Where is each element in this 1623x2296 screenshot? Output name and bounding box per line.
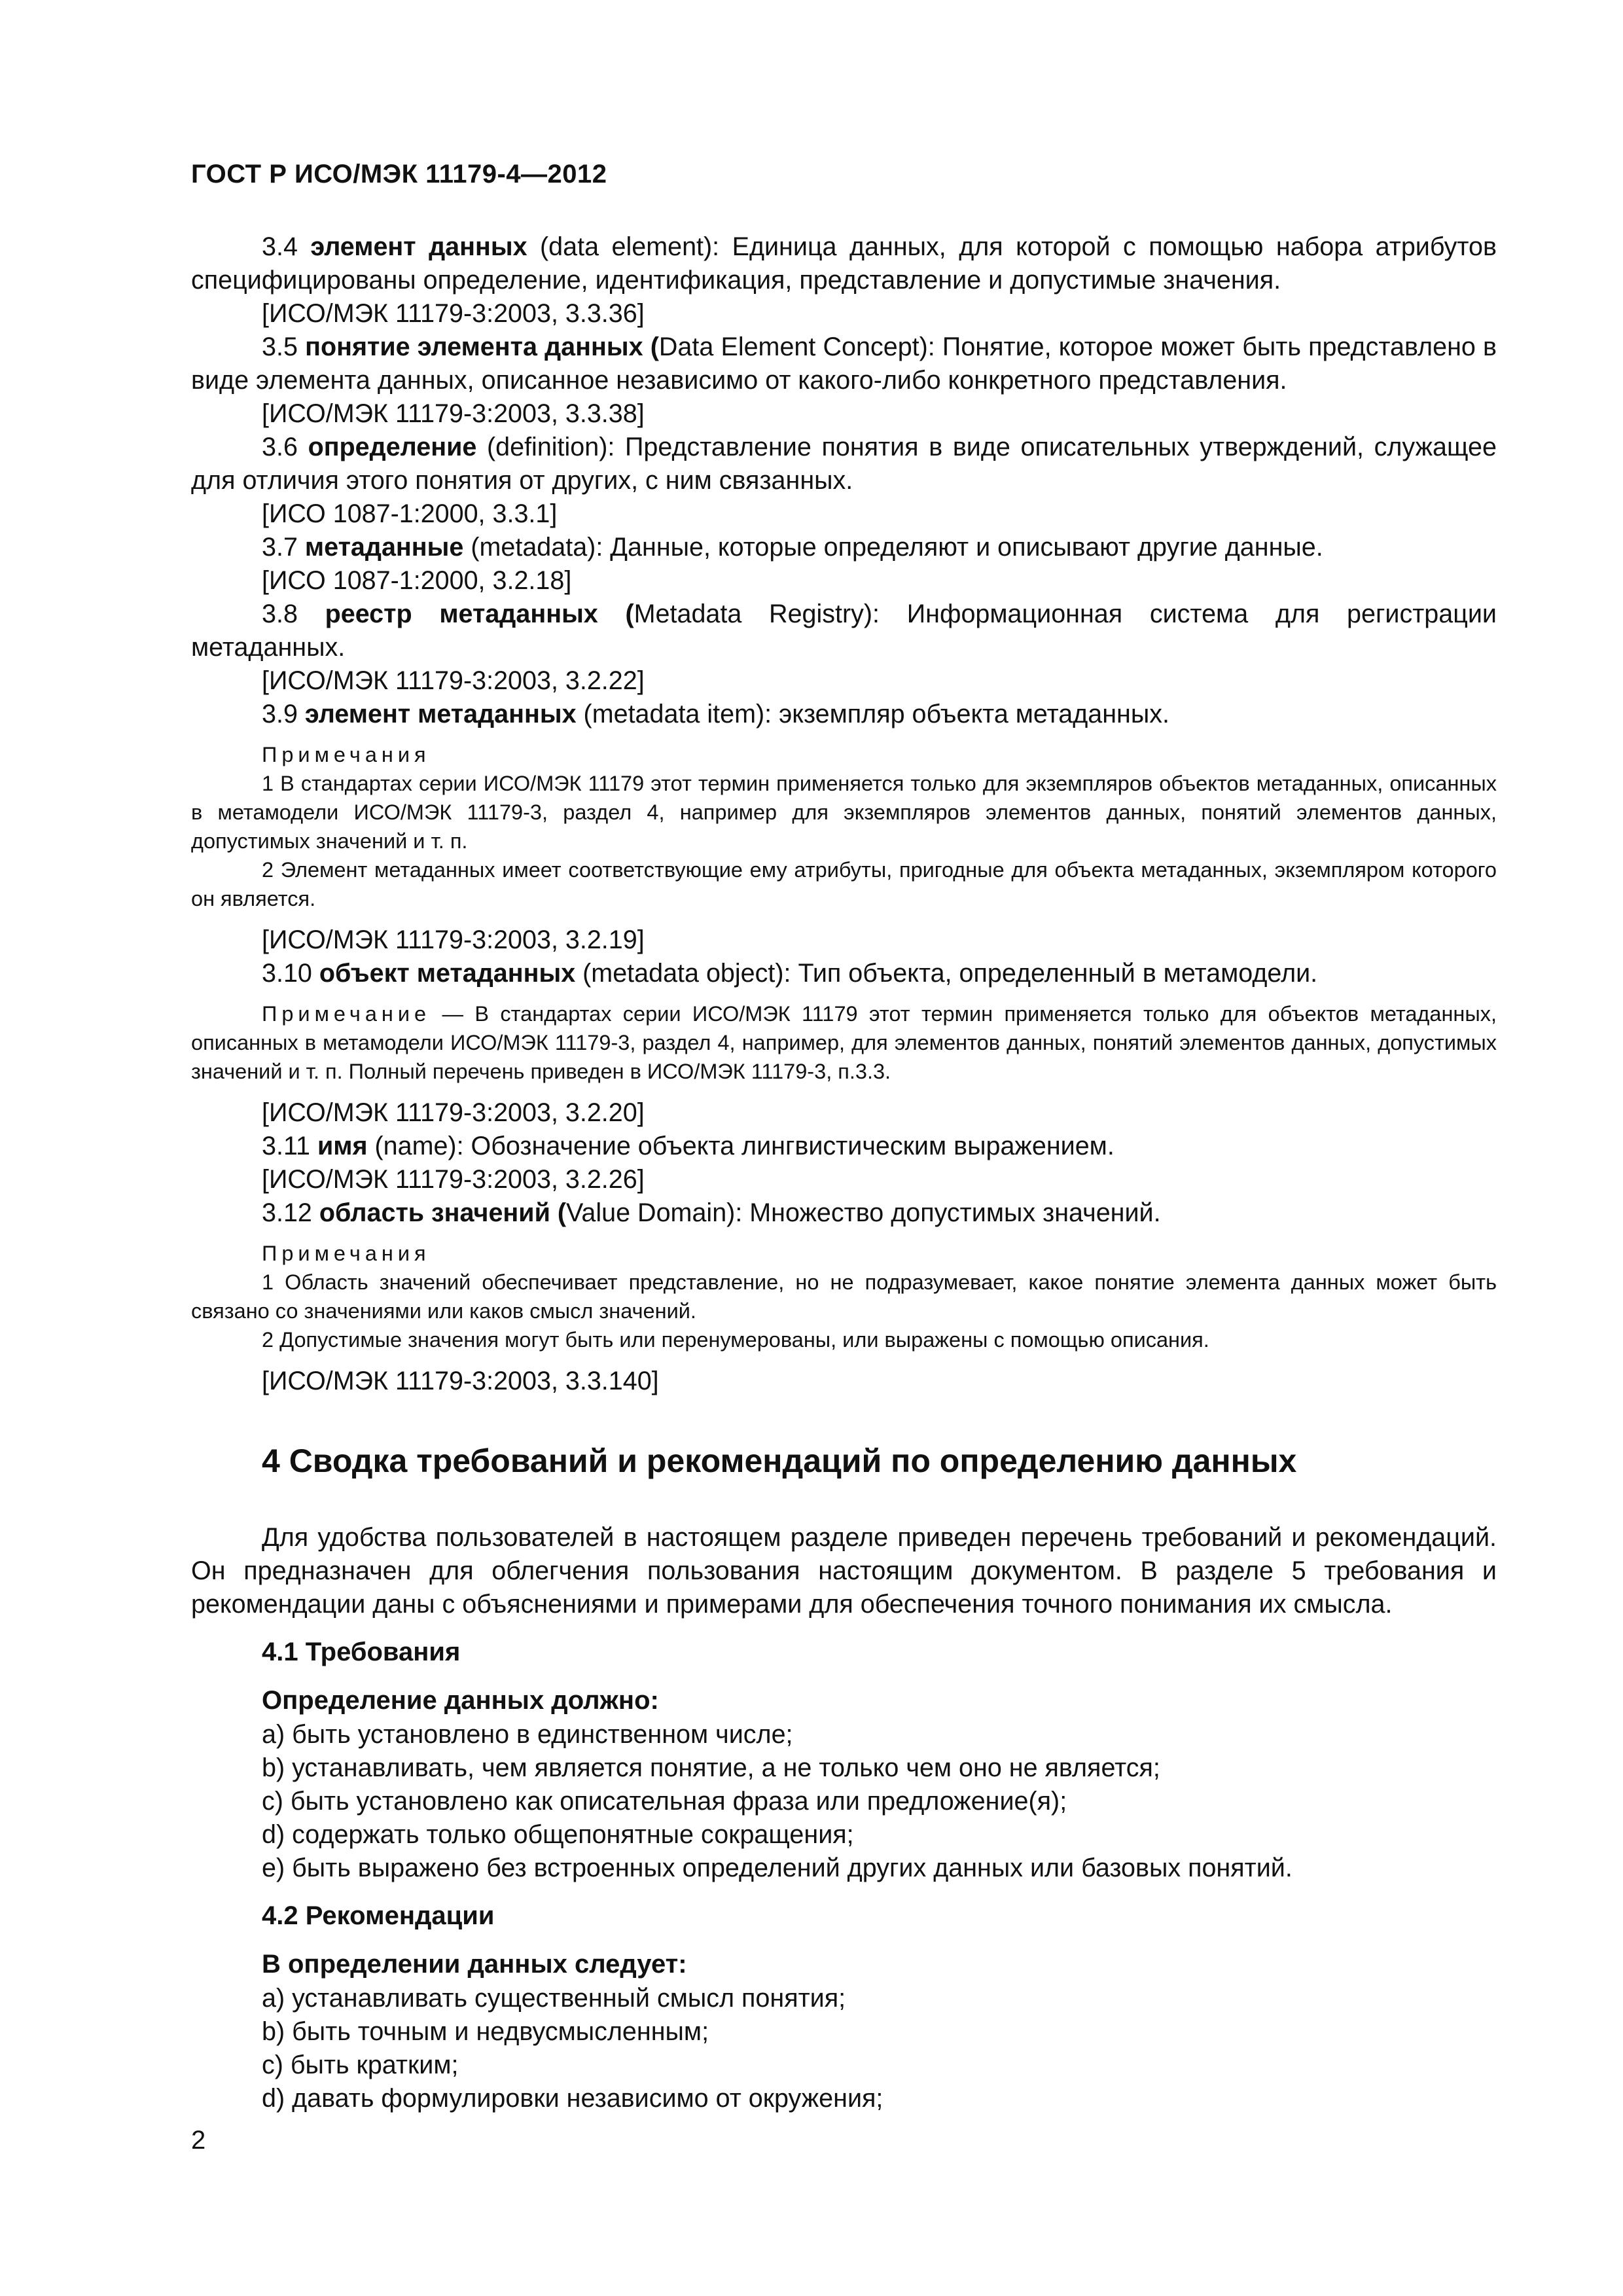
term-3-5 (191, 331, 1497, 397)
term-number: 3.7 (262, 533, 298, 562)
term-title: область значений ( (319, 1198, 566, 1227)
term-definition: (definition): Представление понятия в виде описательных утверждений, служащее для отличия этого понятия от других, с ним связанных. (191, 433, 1497, 495)
term-definition: (metadata): Данные, которые определяют и описывают другие данные. (463, 533, 1323, 562)
term-number: 3.5 (262, 332, 298, 361)
note-item: 1 Область значений обеспечивает представление, но не подразумевает, какое понятие элемента данных может быть связано со значениями или каков смысл значений. (191, 1270, 1497, 1323)
term-number: 3.8 (262, 600, 298, 628)
term-definition: Data Element Concept): Понятие, которое может быть представлено в виде элемента данных, описанное независимо от какого-либо конкретного представления. (191, 332, 1497, 395)
note-item: 2 Элемент метаданных имеет соответствующие ему атрибуты, пригодные для объекта метаданных, экземпляром которого он является. (191, 858, 1497, 910)
list-item: с) быть установлено как описательная фраза или предложение(я); (262, 1787, 1067, 1816)
note-item: 2 Допустимые значения могут быть или перенумерованы, или выражены с помощью описания. (262, 1328, 1209, 1352)
notes-label: Примечания (262, 1242, 431, 1265)
term-source: [ИСО/МЭК 11179-3:2003, 3.3.38] (262, 399, 645, 428)
list-item: d) содержать только общепонятные сокращения; (262, 1820, 854, 1849)
term-3-10 (191, 957, 1497, 990)
term-source: [ИСО/МЭК 11179-3:2003, 3.2.19] (262, 925, 645, 954)
term-definition: (data element): Единица данных, для которой с помощью набора атрибутов специфицированы определение, идентификация, представление и допустимые значения. (191, 232, 1497, 295)
page-content (191, 230, 1497, 2115)
term-source: [ИСО 1087-1:2000, 3.3.1] (262, 499, 558, 528)
term-title: реестр метаданных ( (325, 600, 634, 628)
term-title: имя (317, 1132, 368, 1160)
list-item: с) быть кратким; (262, 2051, 459, 2079)
term-number: 3.6 (262, 433, 298, 461)
term-3-8 (191, 598, 1497, 664)
note-text: — В стандартах серии ИСО/МЭК 11179 этот термин применяется только для объектов метаданных, описанных в метамодели ИСО/МЭК 11179-3, раздел 4, например, для элементов данных, понятий элементов данных, допустимых значений и т. п. Полный перечень приведен в ИСО/МЭК 11179-3, п.3.3. (191, 1002, 1497, 1083)
section-intro: Для удобства пользователей в настоящем разделе приведен перечень требований и рекомендаций. Он предназначен для облегчения пользования настоящим документом. В разделе 5 требования и рекомендации даны с объяснениями и примерами для обеспечения точного понимания их смысла. (191, 1523, 1497, 1619)
term-definition: (metadata object): Тип объекта, определенный в метамодели. (575, 959, 1318, 988)
term-source: [ИСО/МЭК 11179-3:2003, 3.3.140] (262, 1367, 659, 1395)
term-number: 3.9 (262, 700, 298, 728)
list-item: а) устанавливать существенный смысл понятия; (262, 1984, 846, 2013)
term-number: 3.11 (262, 1132, 310, 1160)
requirements-lead: Определение данных должно: (262, 1686, 659, 1715)
term-source: [ИСО/МЭК 11179-3:2003, 3.2.26] (262, 1165, 645, 1194)
term-number: 3.10 (262, 959, 312, 988)
term-source: [ИСО 1087-1:2000, 3.2.18] (262, 566, 572, 595)
term-3-6 (191, 431, 1497, 497)
document-header: ГОСТ Р ИСО/МЭК 11179-4—2012 (191, 160, 607, 188)
term-title: понятие элемента данных ( (305, 332, 659, 361)
list-item: b) быть точным и недвусмысленным; (262, 2017, 709, 2046)
term-definition: Value Domain): Множество допустимых значений. (565, 1198, 1161, 1227)
term-number: 3.4 (262, 232, 298, 261)
term-title: элемент метаданных (304, 700, 577, 728)
term-3-7 (191, 531, 1497, 564)
term-number: 3.12 (262, 1198, 312, 1227)
list-item: а) быть установлено в единственном числе; (262, 1720, 793, 1749)
page-number: 2 (191, 2126, 206, 2155)
term-3-9 (191, 698, 1497, 731)
term-title: элемент данных (310, 232, 527, 261)
term-title: объект метаданных (319, 959, 576, 988)
subsection-heading-recommendations: 4.2 Рекомендации (262, 1901, 495, 1930)
note-item: 1 В стандартах серии ИСО/МЭК 11179 этот термин применяется только для экземпляров объектов метаданных, описанных в метамодели ИСО/МЭК 11179-3, раздел 4, например для экземпляров элементов данных, понятий элементов данных, допустимых значений и т. п. (191, 772, 1497, 853)
term-3-4 (191, 230, 1497, 297)
note-label: Примечание (262, 1002, 431, 1026)
term-definition: Metadata Registry): Информационная система для регистрации метаданных. (191, 600, 1497, 662)
section-heading: 4 Сводка требований и рекомендаций по определению данных (262, 1443, 1297, 1479)
list-item: d) давать формулировки независимо от окружения; (262, 2084, 883, 2113)
term-title: определение (308, 433, 477, 461)
term-3-11 (191, 1130, 1497, 1163)
term-definition: (name): Обозначение объекта лингвистическим выражением. (367, 1132, 1115, 1160)
term-source: [ИСО/МЭК 11179-3:2003, 3.2.20] (262, 1098, 645, 1127)
list-item: b) устанавливать, чем является понятие, а не только чем оно не является; (262, 1753, 1160, 1782)
term-3-12 (191, 1196, 1497, 1230)
list-item: е) быть выражено без встроенных определений других данных или базовых понятий. (262, 1854, 1293, 1882)
term-source: [ИСО/МЭК 11179-3:2003, 3.3.36] (262, 299, 645, 328)
term-title: метаданные (304, 533, 464, 562)
term-definition: (metadata item): экземпляр объекта метаданных. (576, 700, 1169, 728)
notes-label: Примечания (262, 743, 431, 766)
subsection-heading-requirements: 4.1 Требования (262, 1638, 461, 1666)
note-3-10 (191, 999, 1497, 1086)
term-source: [ИСО/МЭК 11179-3:2003, 3.2.22] (262, 666, 645, 695)
recommendations-lead: В определении данных следует: (262, 1950, 687, 1979)
